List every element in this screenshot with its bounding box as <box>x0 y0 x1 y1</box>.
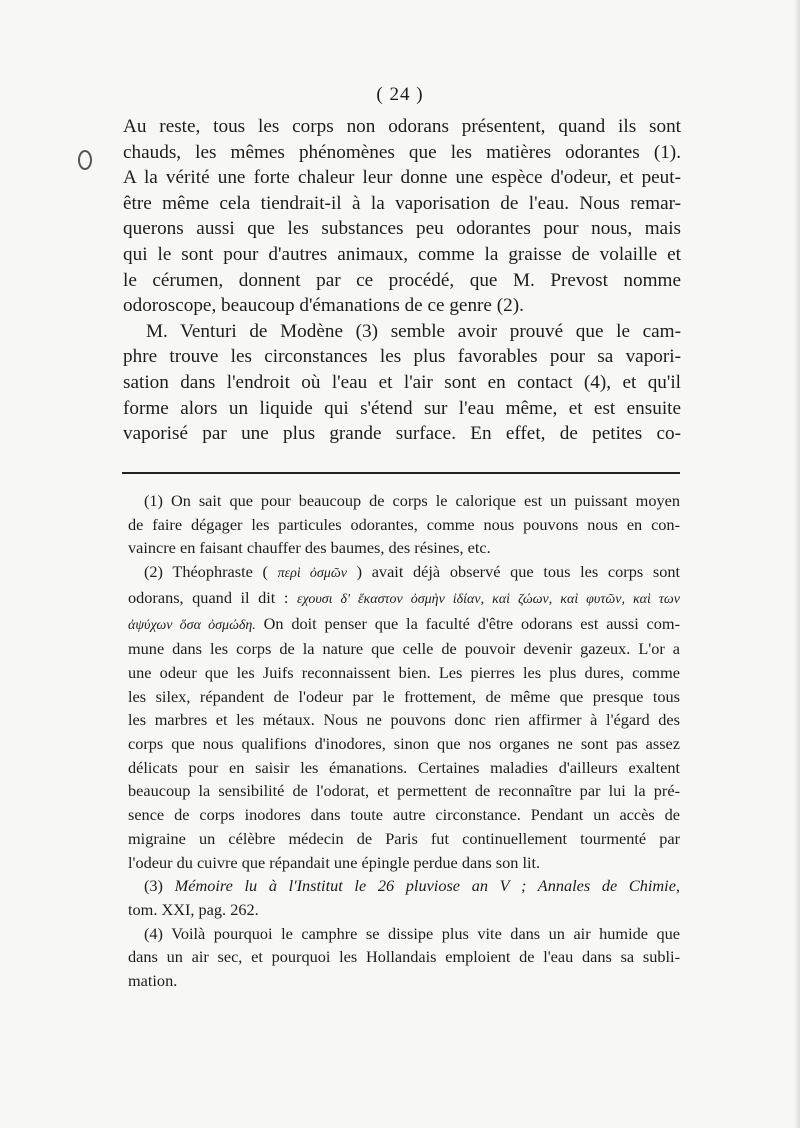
note1-line-3: vaincre en faisant chauffer des baumes, des résines, etc. <box>128 538 491 558</box>
note2-line-8: corps que nous qualifions d'inodores, sinon que nos organes ne sont pas assez <box>128 734 680 754</box>
margin-ink-mark <box>78 150 92 170</box>
paragraph-2 <box>123 319 681 447</box>
body-line-9: M. Venturi de Modène (3) semble avoir prouvé que le cam- <box>146 320 681 342</box>
note2-line-3-b: On doit penser que la faculté d'être odorans est aussi com- <box>263 613 681 633</box>
note2-greek-quote-2: ἀψύχων ὅσα ὀσμώδη. <box>128 617 256 633</box>
note3-line-2: tom. XXI, pag. 262. <box>128 899 259 919</box>
note2-line-1-b: ) avait déjà observé que tous les corps sont <box>356 562 680 582</box>
body-line-1: Au reste, tous les corps non odorans présentent, quand ils sont <box>123 116 681 137</box>
footnote-1 <box>128 489 680 560</box>
note2-greek-title: περὶ ὀσμῶν <box>277 566 347 582</box>
note2-line-11: sence de corps inodores dans toute autre circonstance. Pendant un accès de <box>128 805 680 825</box>
note1-line-2: de faire dégager les particules odorantes, comme nous pouvons nous en con- <box>128 514 680 534</box>
note2-line-2-a: odorans, quand il dit : <box>128 587 289 607</box>
note2-line-1-a: (2) Théophraste ( <box>144 562 268 582</box>
note2-line-5: une odeur que les Juifs reconnaissent bien. Les pierres les plus dures, comme <box>128 662 680 682</box>
note2-line-10: beaucoup la sensibilité de l'odorat, et permettent de reconnaître par lui la pré- <box>128 781 680 801</box>
note2-line-3 <box>128 612 680 638</box>
body-line-13: vaporisé par une plus grande surface. En effet, de petites co- <box>123 423 681 445</box>
note2-line-13: l'odeur du cuivre que répandait une épingle perdue dans son lit. <box>128 852 541 872</box>
note4-line-1: (4) Voilà pourquoi le camphre se dissipe plus vite dans un air humide que <box>144 923 680 943</box>
body-line-3: A la vérité une forte chaleur leur donne une espèce d'odeur, et peut- <box>123 167 681 189</box>
note1-line-1: (1) On sait que pour beaucoup de corps le calorique est un puissant moyen <box>144 491 680 510</box>
note2-line-7: les marbres et les métaux. Nous ne pouvons donc rien affirmer à l'égard des <box>128 710 680 730</box>
footnote-2 <box>128 560 680 874</box>
footnote-3 <box>128 874 680 921</box>
footnote-4 <box>128 922 680 993</box>
page-edge <box>794 0 800 1128</box>
main-text <box>123 114 681 447</box>
note3-number: (3) <box>144 876 163 896</box>
note2-line-9: délicats pour en saisir les émanations. Certaines maladies d'ailleurs exaltent <box>128 757 680 777</box>
body-line-10: phre trouve les circonstances les plus favorables pour sa vapori- <box>123 346 681 368</box>
paragraph-1 <box>123 114 681 319</box>
note2-line-6: les silex, répandent de l'odeur par le frottement, de même que presque tous <box>128 686 680 706</box>
note2-line-1 <box>128 560 680 586</box>
note2-greek-quote-1: εχουσι δ' ἕκαστον ὀσμὴν ἰδίαν, καὶ ζώων, καὶ φυτῶν, καὶ των <box>296 591 680 607</box>
note2-line-12: migraine un célèbre médecin de Paris fut continuellement tourmenté par <box>128 828 680 848</box>
note3-line-1 <box>128 874 680 898</box>
note2-line-2 <box>128 586 680 612</box>
body-line-12: forme alors un liquide qui s'étend sur l'eau même, et est ensuite <box>123 397 681 419</box>
body-line-4: être même cela tiendrait-il à la vaporisation de l'eau. Nous remar- <box>123 192 681 214</box>
note4-line-2: dans un air sec, et pourquoi les Hollandais emploient de l'eau dans sa subli- <box>128 947 680 967</box>
body-line-6: qui le sont pour d'autres animaux, comme la graisse de volaille et <box>123 243 681 265</box>
note4-line-3: mation. <box>128 971 178 991</box>
body-line-5: querons aussi que les substances peu odorantes pour nous, mais <box>123 218 681 240</box>
body-line-2: chauds, les mêmes phénomènes que les matières odorantes (1). <box>123 141 681 163</box>
body-line-8: odoroscope, beaucoup d'émanations de ce genre (2). <box>123 295 524 317</box>
footnotes <box>128 489 680 993</box>
note3-citation-title: Mémoire lu à l'Institut le 26 pluviose an V ; Annales de Chimie, <box>174 876 680 896</box>
body-line-7: le cérumen, donnent par ce procédé, que M. Prevost nomme <box>123 269 681 291</box>
note2-line-4: mune dans les corps de la nature que celle de pouvoir devenir gazeux. L'or a <box>128 639 680 659</box>
footnote-separator-rule <box>122 472 680 474</box>
page-number: ( 24 ) <box>376 84 424 105</box>
body-line-11: sation dans l'endroit où l'eau et l'air sont en contact (4), et qu'il <box>123 371 681 393</box>
